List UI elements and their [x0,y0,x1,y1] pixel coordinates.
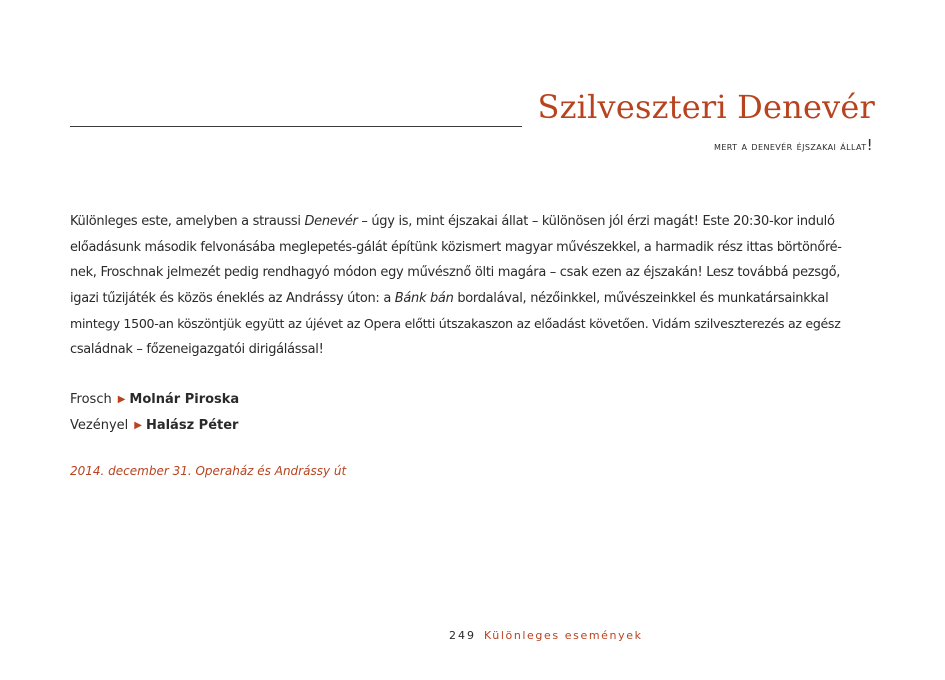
credit-role: Vezényel [70,418,129,433]
description-line: előadásunk második felvonásába meglepetés-gálát építünk közismert magyar művészekkel, a harmadik rész ittas börtönőré- [70,239,842,255]
description-line [70,209,880,235]
section-name: Különleges események [484,629,643,642]
work-title-bank-ban: Bánk bán [394,290,454,306]
page-number: 249 [449,629,476,642]
event-date-venue: 2014. december 31. Operaház és Andrássy út [70,464,347,478]
description-text: – úgy is, mint éjszakai állat – különösen jól érzi magát! Este 20:30-kor induló [357,214,835,229]
credit-row-frosch [70,387,239,413]
description-line: mintegy 1500-an köszöntjük együtt az újévet az Opera előtti útszakaszon az előadást követően. Vidám szilveszterezés az egész [70,316,841,332]
triangle-right-icon: ▶ [134,420,142,431]
description-line [70,286,880,312]
description-line: családnak – főzeneigazgatói dirigálással! [70,341,324,357]
event-description [70,209,880,363]
credit-performer: Molnár Piroska [129,392,240,407]
subtitle-exclamation: ! [866,136,873,154]
title-rule [70,126,522,127]
subtitle-text: mert a denevér éjszakai állat [714,139,867,153]
description-line: nek, Froschnak jelmezét pedig rendhagyó módon egy művésznő ölti magára – csak ezen az éjszakán! Lesz továbbá pezsgő, [70,265,841,281]
credit-role: Frosch [70,392,112,407]
description-text: Különleges este, amelyben a straussi [70,214,305,229]
description-text: igazi tűzijáték és közös éneklés az Andrássy úton: a [70,290,395,306]
page-subtitle [714,136,873,154]
credits-list [70,387,239,439]
triangle-right-icon: ▶ [117,394,126,405]
page-title: Szilveszteri Denevér [537,88,875,126]
work-title-denever: Denevér [304,214,358,229]
credit-performer: Halász Péter [145,418,239,433]
description-text: bordalával, nézőinkkel, művészeinkkel és munkatársainkkal [453,290,829,306]
credit-row-conductor [70,413,239,439]
page-footer [449,629,643,642]
